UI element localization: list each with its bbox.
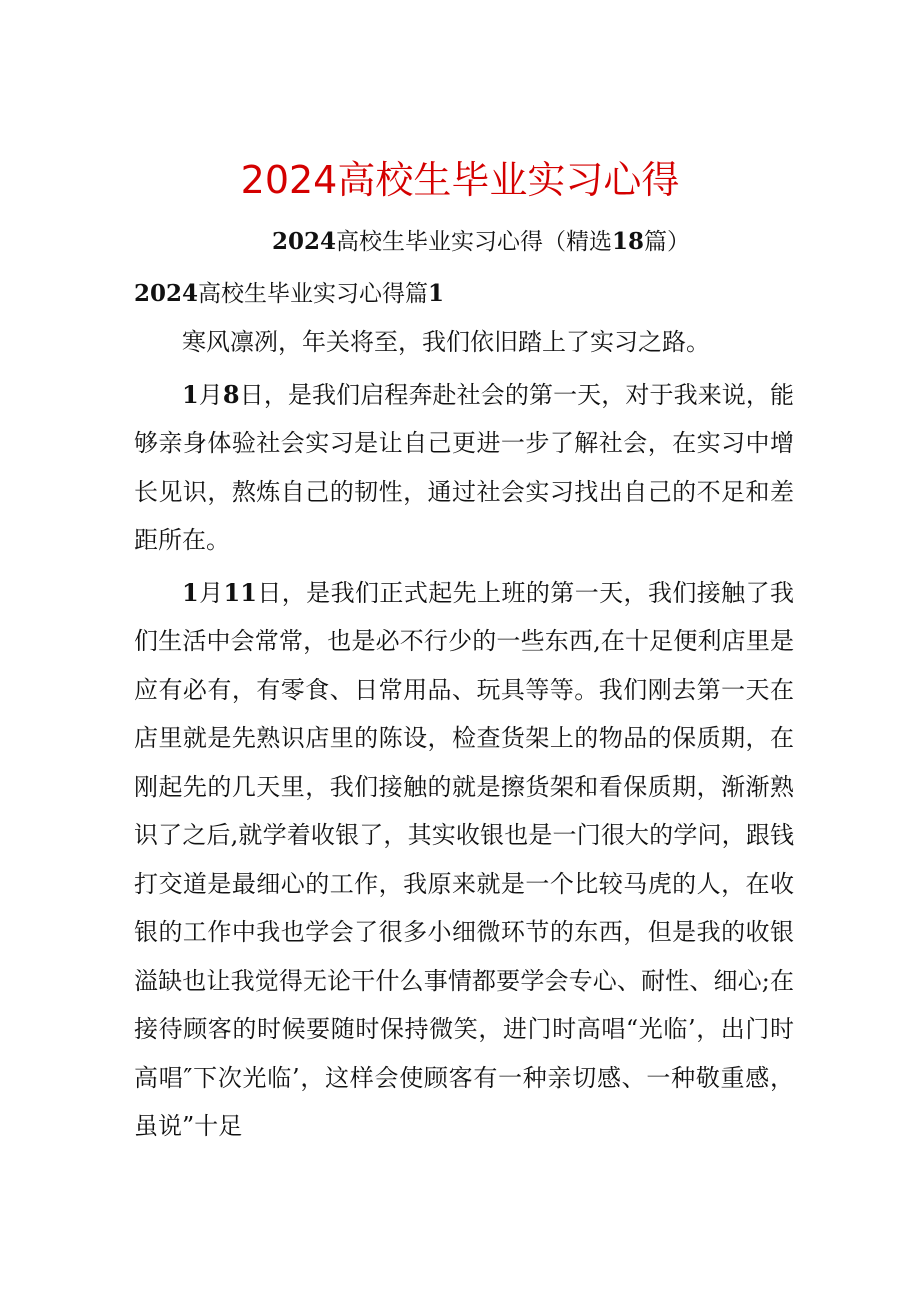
- paragraph-3: 1月11日，是我们正式起先上班的第一天，我们接触了我们生活中会常常，也是必不行少的一些东西,在十足便利店里是应有必有，有零食、日常用品、玩具等等。我们刚去第一天在店里就是先熟识店里的陈设，检查货架上的物品的保质期，在刚起先的几天里，我们接触的就是擦货架和看保质期，渐渐熟识了之后,就学着收银了，其实收银也是一门很大的学问，跟钱打交道是最细心的工作，我原来就是一个比较马虎的人，在收银的工作中我也学会了很多小细微环节的东西，但是我的收银溢缺也让我觉得无论干什么事情都要学会专心、耐性、细心;在接待顾客的时候要随时保持微笑，进门时高唱“光临’，出门时高唱″下次光临’，这样会使顾客有一种亲切感、一种敬重感，虽说”十足: [134, 577, 795, 1140]
- article-body: [134, 318, 794, 1155]
- section-heading: 2024高校生毕业实习心得篇1: [134, 280, 445, 307]
- document-subtitle: 2024高校生毕业实习心得（精选18篇）: [272, 228, 691, 255]
- paragraph-1: 寒风凛冽，年关将至，我们依旧踏上了实习之路。: [182, 328, 710, 356]
- paragraph-2: 1月8日，是我们启程奔赴社会的第一天，对于我来说，能够亲身体验社会实习是让自己更进一步了解社会，在实习中增长见识，熬炼自己的韧性，通过社会实习找出自己的不足和差距所在。: [134, 379, 795, 554]
- document-title: 2024高校生毕业实习心得: [240, 158, 680, 202]
